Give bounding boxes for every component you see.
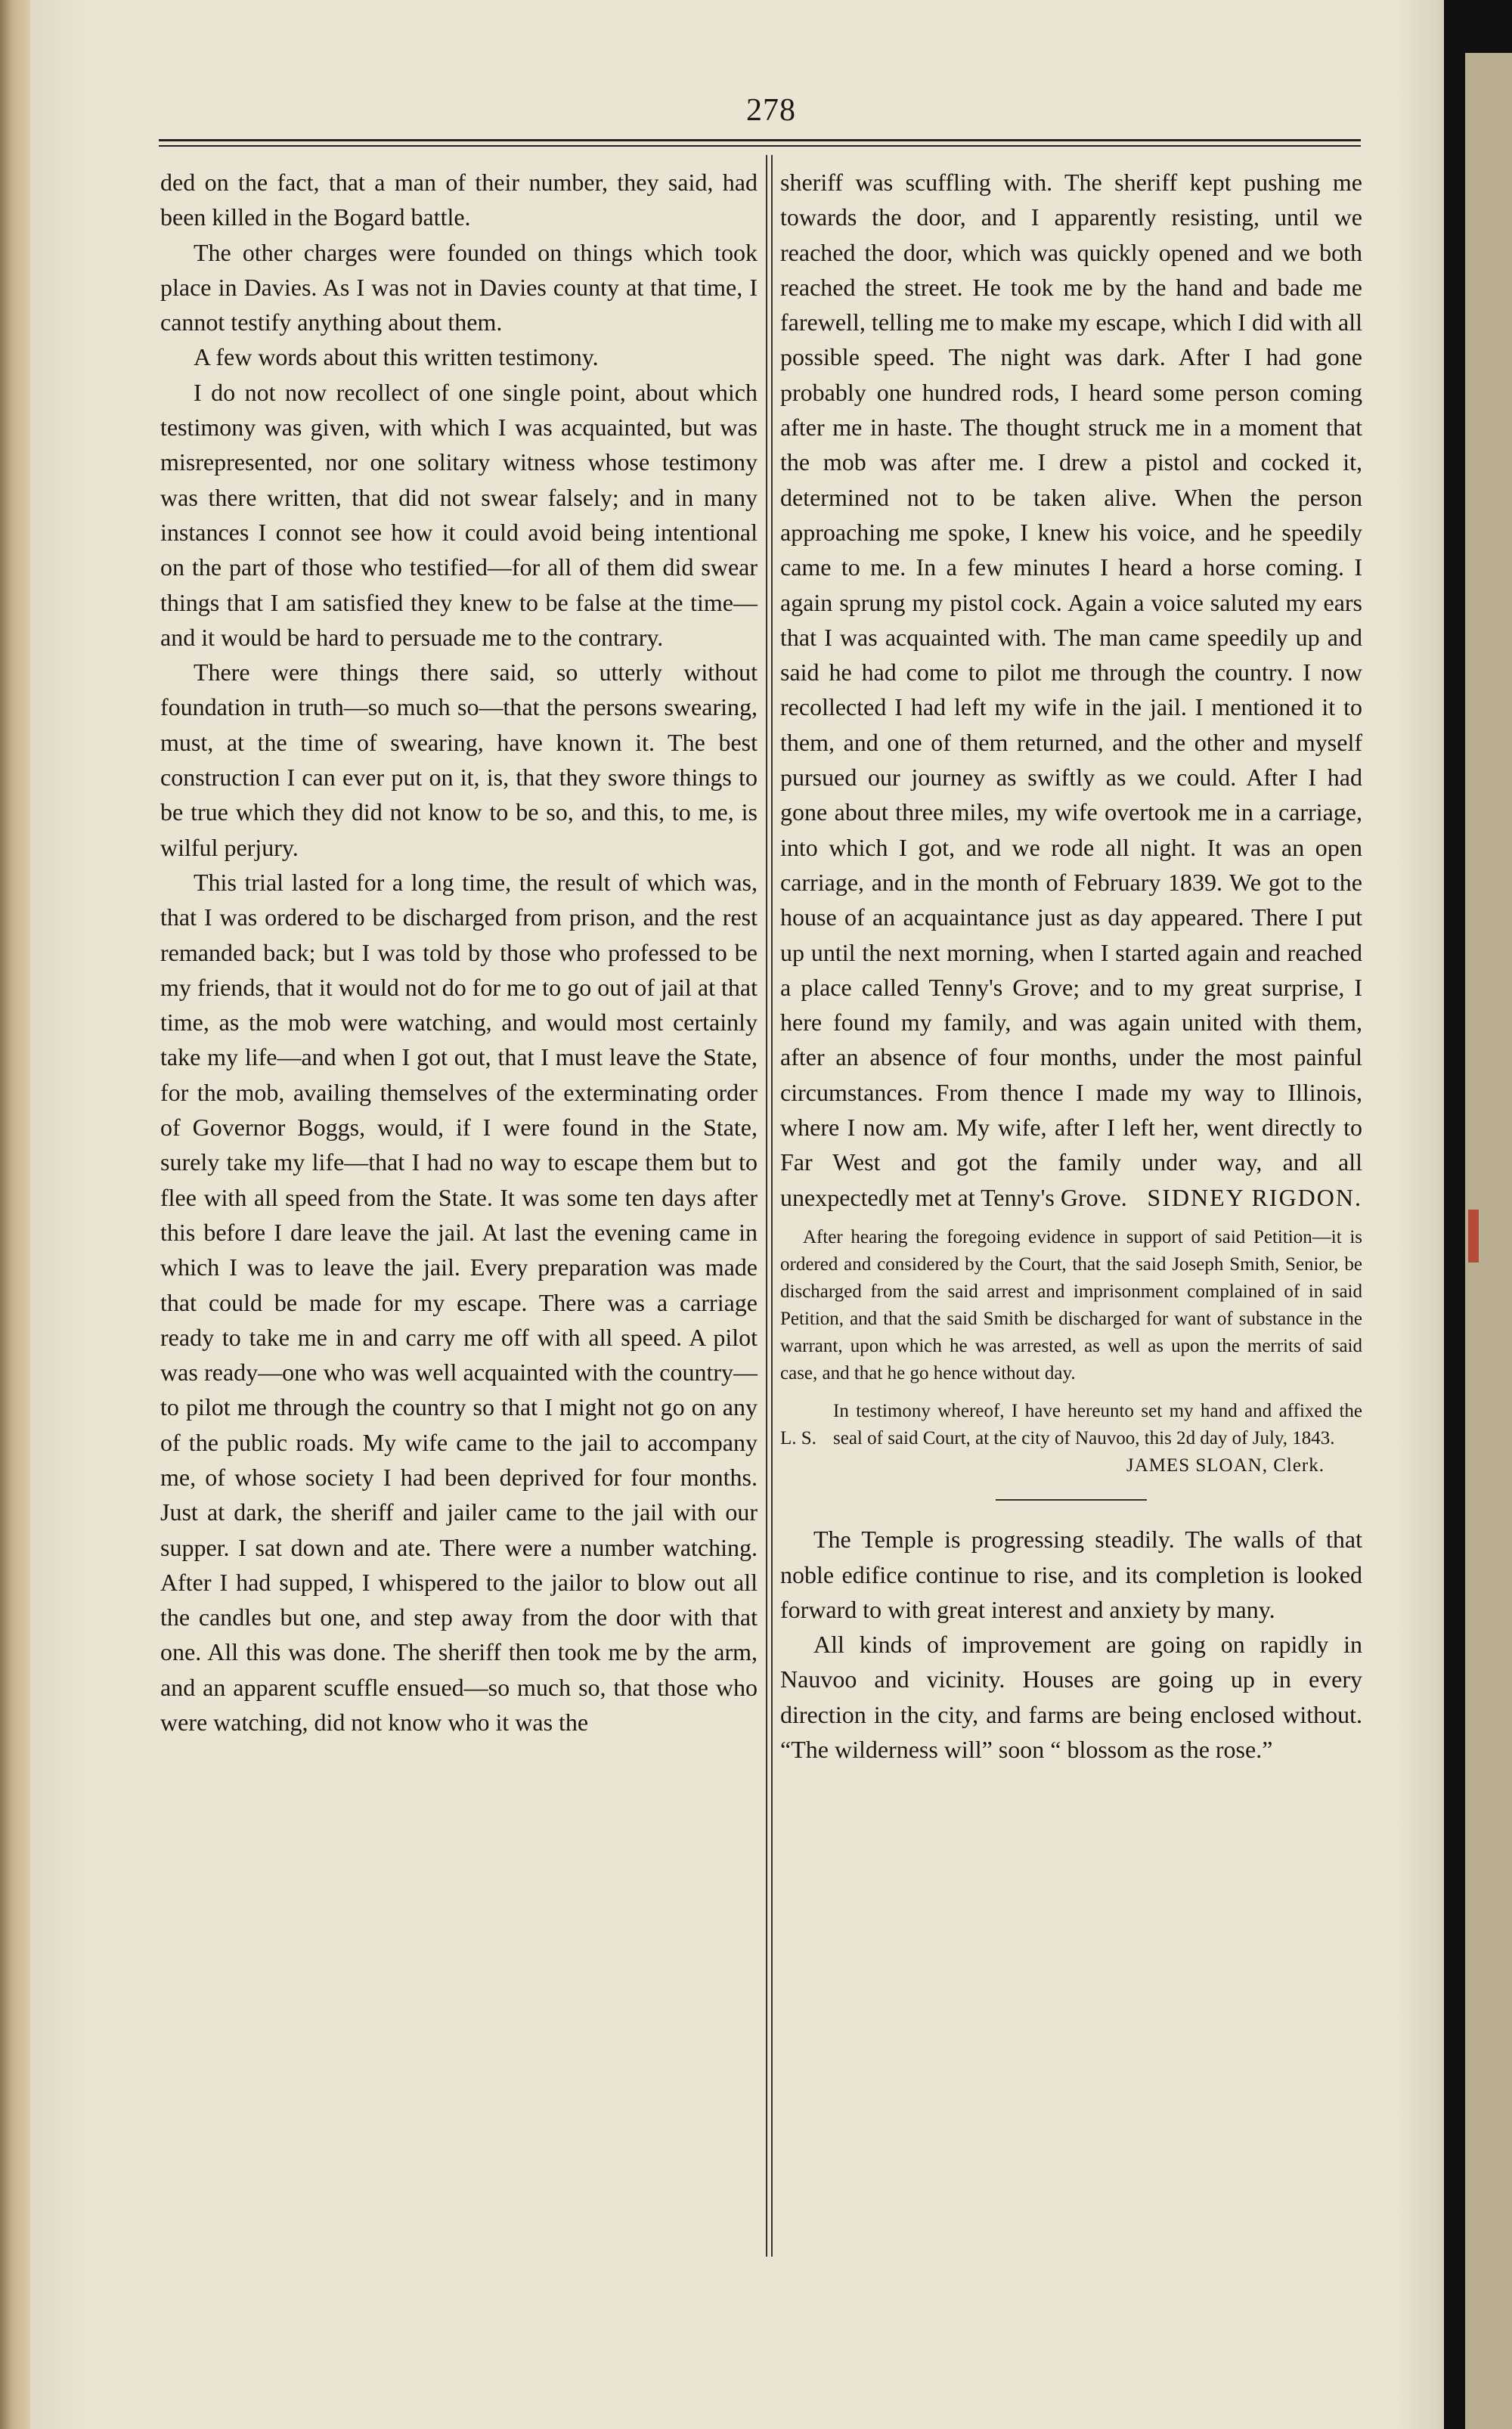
section-rule bbox=[996, 1499, 1147, 1501]
header-rule bbox=[159, 139, 1361, 141]
paragraph: This trial lasted for a long time, the result of which was, that I was ordered to be discharged from prison, and the rest remanded back; but I was told by those who professed to be my friends, that it would not do for me to go out of jail at that time, as the mob were watching, and would most certainly take my life—and when I got out, that I must leave the State, for the mob, availing themselves of the exterminating order of Governor Boggs, would, if I were found in the State, surely take my life—that I had no way to escape them but to flee with all speed from the State. It was some ten days after this before I dare leave the jail. At last the evening came in which I was to leave the jail. Every preparation was made that could be made for my escape. There was a carriage ready to take me in and carry me off with all speed. A pilot was ready—one who was well acquainted with the country—to pilot me through the country so that I might not go on any of the public roads. My wife came to the jail to accompany me, of whose society I had been deprived for four months. Just at dark, the sheriff and jailer came to the jail with our supper. I sat down and ate. There were a number watching. After I had supped, I whispered to the jailor to blow out all the candles but one, and step away from the door with that one. All this was done. The sheriff then took me by the arm, and an apparent scuffle ensued—so much so, that those who were watching, did not know who it was the bbox=[160, 868, 758, 1737]
paragraph: I do not now recollect of one single point, about which testimony was given, with which I was acquainted, but was misrepresented, nor one solitary witness whose testimony was there written, that did not swear falsely; and in many instances I connot see how it could avoid being intentional on the part of those who testified—for all of them did swear things that I am satisfied they knew to be false at the time—and it would be hard to persuade me to the contrary. bbox=[160, 378, 758, 651]
header-rule-secondary bbox=[159, 145, 1361, 147]
column-divider-secondary bbox=[771, 155, 773, 2257]
column-divider bbox=[766, 155, 767, 2257]
right-column bbox=[780, 165, 1362, 1767]
paragraph: The other charges were founded on things which took place in Davies. As I was not in Davies county at that time, I cannot testify anything about them. bbox=[160, 238, 758, 336]
notice-paragraph: All kinds of improvement are going on rapidly in Nauvoo and vicinity. Houses are going up in every direction in the city, and farms are being enclosed without. “The wilderness will” soon “ blossom as the rose.” bbox=[780, 1631, 1362, 1763]
notice-paragraph: The Temple is progressing steadily. The walls of that noble edifice continue to rise, and its completion is looked forward to with great interest and anxiety by many. bbox=[780, 1526, 1362, 1623]
page-number: 278 bbox=[746, 93, 796, 128]
clerk-signature: JAMES SLOAN, Clerk. bbox=[1126, 1455, 1325, 1476]
paragraph: A few words about this written testimony. bbox=[194, 343, 599, 371]
paragraph: ded on the fact, that a man of their number, they said, had been killed in the Bogard battle. bbox=[160, 169, 758, 231]
seal-label: L. S. bbox=[780, 1428, 816, 1449]
testimony-text: In testimony whereof, I have hereunto set my hand and affixed the seal of said Court, at the city of Nauvoo, this 2d day of July, 1843. bbox=[833, 1401, 1362, 1449]
court-order-text: After hearing the foregoing evidence in support of said Petition—it is ordered and considered by the Court, that the said Joseph Smith, Senior, be discharged from the said arrest and imprisonment complained of in said Petition, and that the said Smith be discharged for want of substance in the warrant, upon which he was arrested, as well as upon the merrits of said case, and that he go hence without day. bbox=[780, 1227, 1362, 1384]
signature-sidney-rigdon: SIDNEY RIGDON. bbox=[1147, 1183, 1362, 1211]
left-column bbox=[160, 165, 758, 1740]
court-order bbox=[780, 1224, 1362, 1479]
next-page-red-mark bbox=[1468, 1210, 1479, 1263]
paragraph: There were things there said, so utterly without foundation in truth—so much so—that the persons swearing, must, at the time of swearing, have known it. The best construction I can ever put on it, is, that they swore things to be true which they did not know to be so, and this, to me, is wilful perjury. bbox=[160, 658, 758, 861]
testimony-block bbox=[780, 1398, 1362, 1452]
paragraph: sheriff was scuffling with. The sheriff kept pushing me towards the door, and I apparently resisting, until we reached the door, which was quickly opened and we both reached the street. He took me by the hand and bade me farewell, telling me to make my escape, which I did with all possible speed. The night was dark. After I had gone probably one hundred rods, I heard some person coming after me in haste. The thought struck me in a moment that the mob was after me. I drew a pistol and cocked it, determined not to be taken alive. When the person approaching me spoke, I knew his voice, and he speedily came to me. In a few minutes I heard a horse coming. I again sprung my pistol cock. Again a voice saluted my ears that I was acquainted with. The man came speedily up and said he had come to pilot me through the country. I now recollected I had left my wife in the jail. I mentioned it to them, and one of them returned, and the other and myself pursued our journey as swiftly as we could. After I had gone about three miles, my wife overtook me in a carriage, into which I got, and we rode all night. It was an open carriage, and in the month of February 1839. We got to the house of an acquaintance just as day appeared. There I put up until the next morning, when I started again and reached a place called Tenny's Grove; and to my great surprise, I here found my family, and was again united with them, after an absence of four months, under the most painful circumstances. From thence I made my way to Illinois, where I now am. My wife, after I left her, went directly to Far West and got the family under way, and all unexpectedly met at Tenny's Grove. bbox=[780, 169, 1362, 1211]
